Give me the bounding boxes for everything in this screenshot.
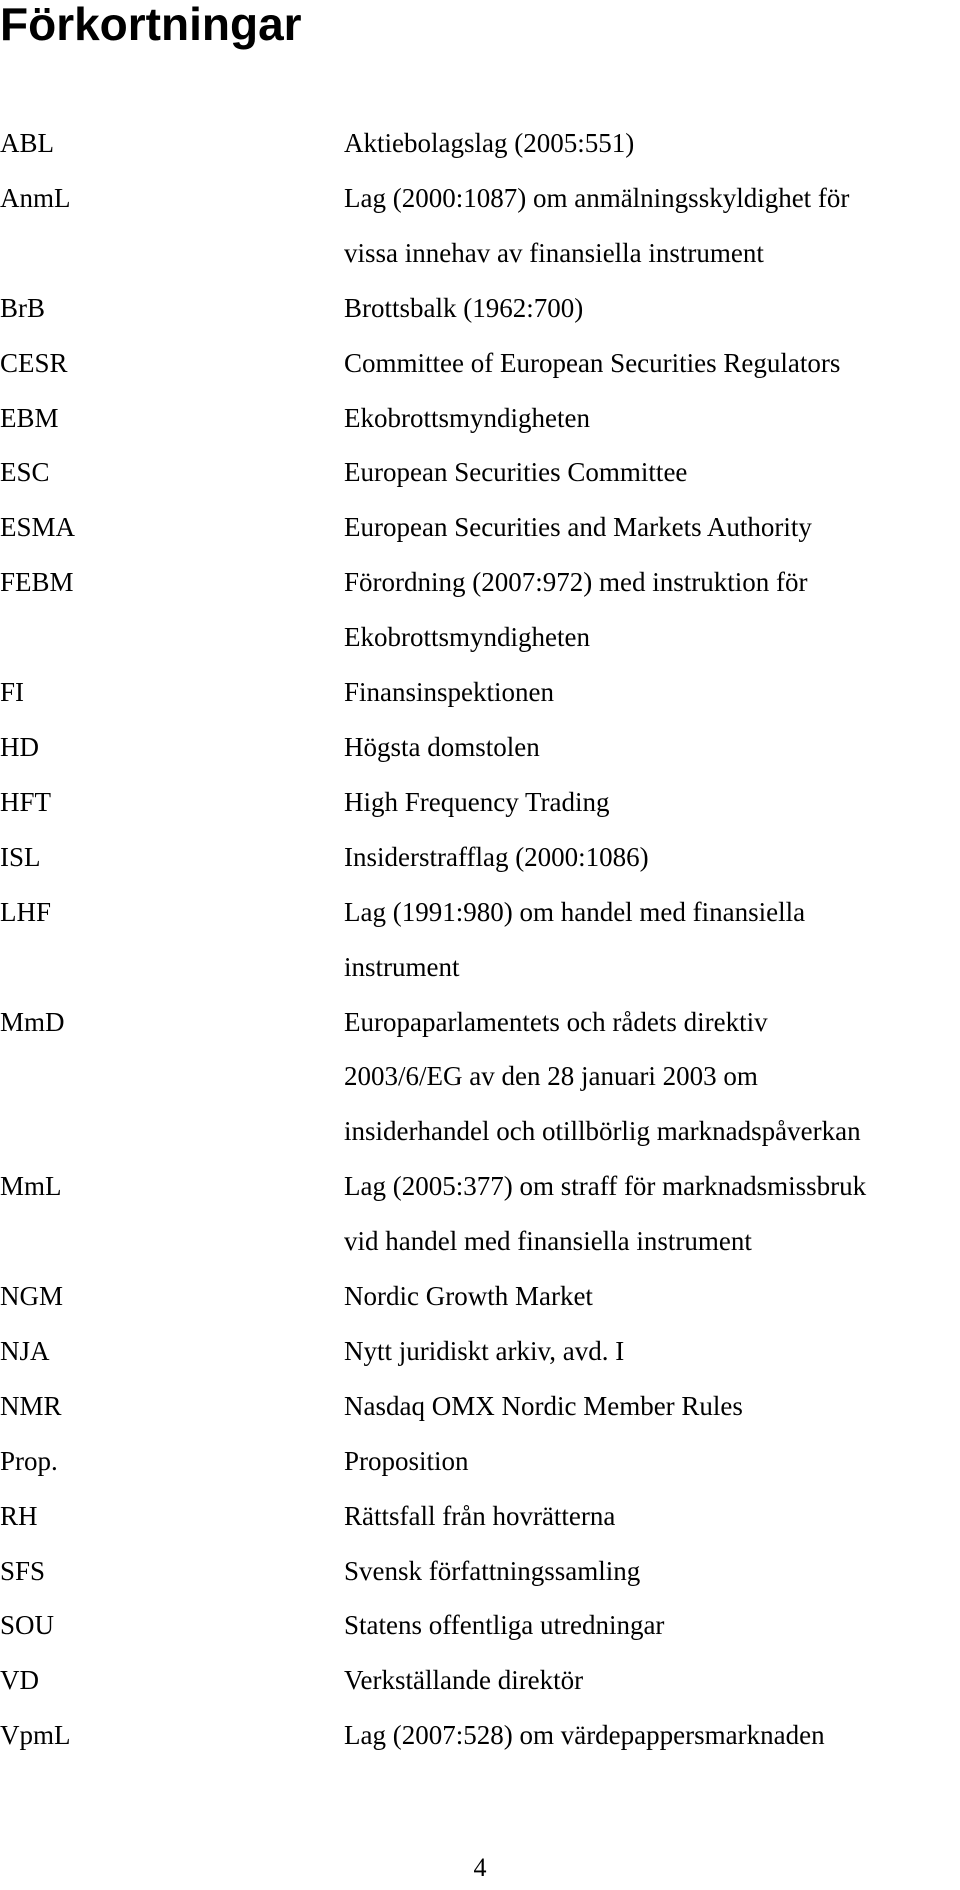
meaning-line: 2003/6/EG av den 28 januari 2003 om: [344, 1061, 758, 1092]
abbreviation-entry: [0, 336, 960, 391]
abbreviation-meaning: [344, 1598, 960, 1653]
abbreviation-meaning: [344, 336, 960, 391]
abbreviation-meaning: [344, 1269, 960, 1324]
abbreviation-meaning: [344, 445, 960, 500]
meaning-line: Förordning (2007:972) med instruktion för: [344, 567, 808, 598]
abbreviation-term: RH: [0, 1500, 38, 1531]
meaning-line: Lag (2000:1087) om anmälningsskyldighet för: [344, 182, 850, 213]
meaning-line: Verkställande direktör: [344, 1665, 584, 1696]
meaning-line: European Securities Committee: [344, 457, 688, 488]
abbreviation-entry: [0, 391, 960, 446]
meaning-line: Statens offentliga utredningar: [344, 1610, 665, 1641]
meaning-line: European Securities and Markets Authority: [344, 512, 812, 543]
abbreviation-term: SOU: [0, 1610, 55, 1641]
meaning-line: vid handel med finansiella instrument: [344, 1226, 752, 1257]
abbreviation-entry: [0, 775, 960, 830]
abbreviation-meaning: [344, 1379, 960, 1434]
abbreviation-meaning: [344, 555, 960, 665]
abbreviation-entry: [0, 1544, 960, 1599]
abbreviation-entry: [0, 1379, 960, 1434]
meaning-line: Nasdaq OMX Nordic Member Rules: [344, 1390, 743, 1421]
meaning-line: Committee of European Securities Regulators: [344, 347, 841, 378]
abbreviation-meaning: [344, 1544, 960, 1599]
abbreviation-term: Prop.: [0, 1445, 58, 1476]
meaning-line: Nordic Growth Market: [344, 1281, 593, 1312]
abbreviation-meaning: [344, 391, 960, 446]
abbreviation-term: EBM: [0, 402, 59, 433]
abbreviation-term: MmD: [0, 1006, 65, 1037]
meaning-line: Lag (1991:980) om handel med finansiella: [344, 896, 806, 927]
abbreviation-meaning: [344, 885, 960, 995]
abbreviation-term: NMR: [0, 1390, 62, 1421]
meaning-line: Europaparlamentets och rådets direktiv: [344, 1006, 768, 1037]
abbreviation-entry: [0, 885, 960, 995]
abbreviation-entry: [0, 1489, 960, 1544]
meaning-line: Finansinspektionen: [344, 677, 554, 708]
meaning-line: Ekobrottsmyndigheten: [344, 402, 590, 433]
abbreviation-term: ISL: [0, 841, 41, 872]
abbreviation-entry: [0, 1269, 960, 1324]
abbreviation-meaning: [344, 775, 960, 830]
abbreviation-term: LHF: [0, 896, 52, 927]
abbreviation-meaning: [344, 1159, 960, 1269]
abbreviation-entry: [0, 720, 960, 775]
meaning-line: Ekobrottsmyndigheten: [344, 622, 590, 653]
abbreviation-term: AnmL: [0, 182, 71, 213]
abbreviation-meaning: [344, 830, 960, 885]
abbreviation-list: [0, 116, 960, 1763]
meaning-line: Brottsbalk (1962:700): [344, 292, 584, 323]
abbreviation-term: VD: [0, 1665, 39, 1696]
abbreviation-meaning: [344, 665, 960, 720]
abbreviation-term: MmL: [0, 1171, 62, 1202]
abbreviation-meaning: [344, 116, 960, 171]
abbreviation-term: ESMA: [0, 512, 76, 543]
abbreviation-term: VpmL: [0, 1720, 71, 1751]
abbreviation-entry: [0, 830, 960, 885]
abbreviation-meaning: [344, 995, 960, 1160]
abbreviation-meaning: [344, 171, 960, 281]
abbreviation-entry: [0, 116, 960, 171]
page-number: 4: [473, 1853, 487, 1882]
abbreviation-term: FEBM: [0, 567, 74, 598]
abbreviation-meaning: [344, 1324, 960, 1379]
abbreviation-meaning: [344, 281, 960, 336]
abbreviation-meaning: [344, 1653, 960, 1708]
abbreviation-meaning: [344, 500, 960, 555]
meaning-line: High Frequency Trading: [344, 786, 610, 817]
meaning-line: instrument: [344, 951, 460, 982]
abbreviation-entry: [0, 445, 960, 500]
abbreviation-entry: [0, 1653, 960, 1708]
abbreviation-term: NGM: [0, 1281, 64, 1312]
abbreviation-term: NJA: [0, 1335, 50, 1366]
abbreviation-term: SFS: [0, 1555, 46, 1586]
abbreviation-entry: [0, 281, 960, 336]
abbreviation-term: BrB: [0, 292, 46, 323]
abbreviation-entry: [0, 665, 960, 720]
abbreviation-entry: [0, 171, 960, 281]
abbreviation-term: ESC: [0, 457, 50, 488]
meaning-line: insiderhandel och otillbörlig marknadspåverkan: [344, 1116, 861, 1147]
abbreviation-term: CESR: [0, 347, 68, 378]
abbreviation-entry: [0, 1598, 960, 1653]
meaning-line: Insiderstrafflag (2000:1086): [344, 841, 649, 872]
abbreviation-meaning: [344, 1434, 960, 1489]
abbreviation-term: HFT: [0, 786, 52, 817]
abbreviation-entry: [0, 995, 960, 1160]
meaning-line: Lag (2007:528) om värdepappersmarknaden: [344, 1720, 825, 1751]
meaning-line: Lag (2005:377) om straff för marknadsmissbruk: [344, 1171, 867, 1202]
abbreviation-entry: [0, 1324, 960, 1379]
abbreviation-entry: [0, 555, 960, 665]
abbreviation-entry: [0, 1708, 960, 1763]
abbreviation-meaning: [344, 1489, 960, 1544]
abbreviation-term: ABL: [0, 128, 54, 158]
meaning-line: Aktiebolagslag (2005:551): [344, 128, 635, 158]
abbreviation-entry: [0, 500, 960, 555]
abbreviation-meaning: [344, 1708, 960, 1763]
meaning-line: vissa innehav av finansiella instrument: [344, 237, 764, 268]
meaning-line: Högsta domstolen: [344, 731, 540, 762]
page-title: Förkortningar: [0, 0, 302, 50]
abbreviation-term: HD: [0, 731, 39, 762]
meaning-line: Proposition: [344, 1445, 469, 1476]
abbreviation-entry: [0, 1159, 960, 1269]
abbreviation-entry: [0, 1434, 960, 1489]
abbreviation-term: FI: [0, 677, 25, 708]
abbreviation-meaning: [344, 720, 960, 775]
meaning-line: Svensk författningssamling: [344, 1555, 641, 1586]
meaning-line: Nytt juridiskt arkiv, avd. I: [344, 1335, 625, 1366]
meaning-line: Rättsfall från hovrätterna: [344, 1500, 616, 1531]
